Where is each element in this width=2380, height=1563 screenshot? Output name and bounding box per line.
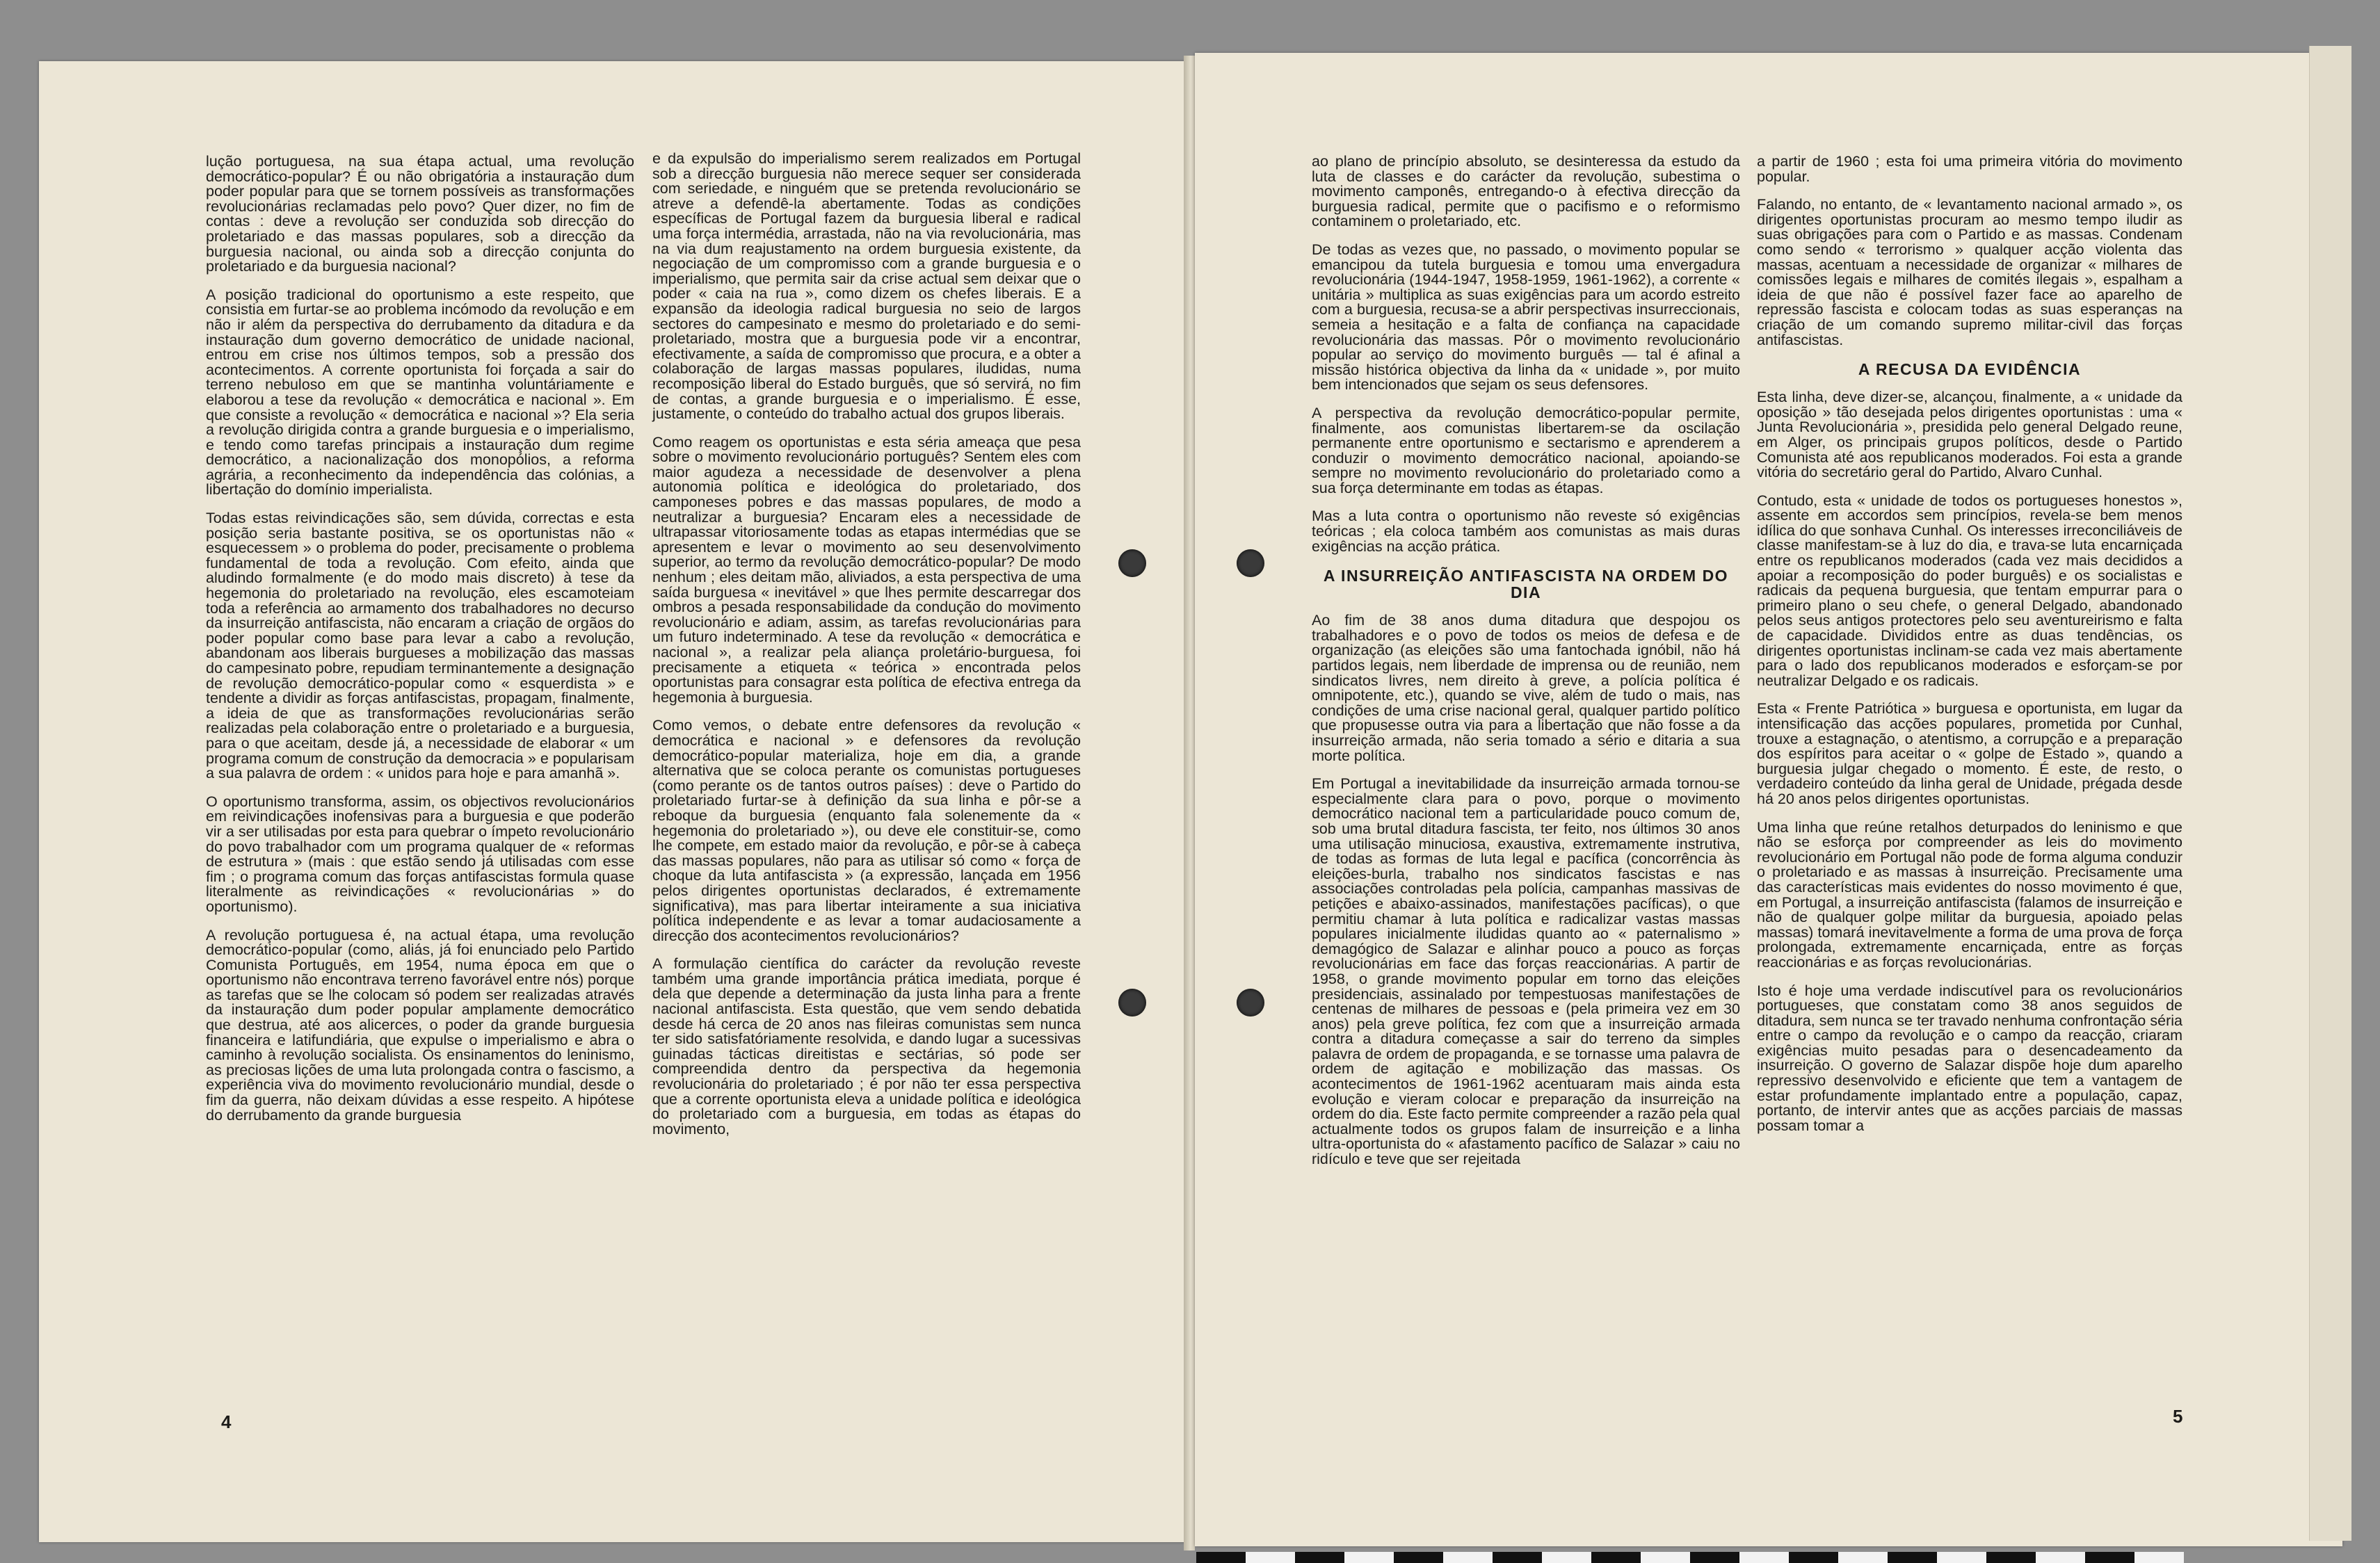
paragraph: e da expulsão do imperialismo serem realizados em Portugal sob a direcção burguesia não merece sequer ser considerada com seriedade, e ninguém que se pretenda revolucionário se atreve a defendê-la abertamente. Todas as condições específicas de Portugal fazem da burguesia liberal e radical uma força intermédia, arrastada, não na via revolucionária, mas na via dum reajustamento na ordem burguesia existente, da negociação de um compromisso com a grande burguesia e o imperialismo, que permita sair da crise actual sem deixar que o poder « caia na rua », como dizem os chefes liberais. E a expansão da ideologia radical burguesia no seio de largos sectores do campesinato e mesmo do proletariado e do semi-proletariado, mostra que a burguesia pode vir a encontrar, efectivamente, a saída de compromisso que procura, e a obter a colaboração de largas massas populares, iludidas, numa recomposição liberal do Estado burguês, que só servirá, no fim de contas, a grande burguesia e o imperialismo. É esse, justamente, o conteúdo do trabalho actual dos grupos liberais. <box>652 150 1081 423</box>
paragraph: A formulação científica do carácter da revolução reveste também uma grande importância prática imediata, porque é dela que depende a determinação da justa linha para a frente nacional antifascista. Esta questão, que vem sendo debatida desde há cerca de 20 anos nas fileiras comunistas sem nunca ter sido satisfatóriamente resolvida, e dando lugar a sucessivas guinadas tácticas direitistas e sectárias, só pode ser compreendida dentro da perspectiva da hegemonia revolucionária do proletariado ; é por não ter essa perspectiva que a corrente oportunista eleva a unidade política e ideológica do proletariado com a burguesia, em todas as étapas do movimento, <box>652 955 1081 1137</box>
paragraph: Mas a luta contra o oportunismo não reveste só exigências teóricas ; ela coloca também aos comunistas as mais duras exigências na acção prática. <box>1312 508 1740 555</box>
left-column-2 <box>652 152 1081 1150</box>
paragraph: A perspectiva da revolução democrático-popular permite, finalmente, aos comunistas libertarem-se da oscilação permanente entre oportunismo e sectarismo e aprenderem a conduzir o movimento democrático nacional, apoiando-se sempre no movimento revolucionário do proletariado como a sua força determinante em todas as étapas. <box>1312 404 1740 496</box>
page-edges <box>2309 46 2351 1541</box>
right-column-1 <box>1312 154 1740 1181</box>
left-column-1 <box>206 154 634 1136</box>
right-column-2 <box>1757 154 2182 1147</box>
paragraph: A posição tradicional do oportunismo a este respeito, que consistia em furtar-se ao problema incómodo da revolução e em não ir além da perspectiva do derrubamento da ditadura e da instauração dum governo democrático de unidade nacional, entrou em crise nos últimos tempos, sob a pressão dos acontecimentos. A corrente oportunista foi forçada a sair do terreno nebuloso em que se mantinha voluntáriamente e elaborou a tese da revolução « democrática e nacional ». Em que consiste a revolução « democrática e nacional »? Ela seria a revolução dirigida contra a grande burguesia e o imperialismo, e tendo como tarefas principais a instauração dum regime democrático, a nacionalização dos monopólios, a reforma agrária, a reconhecimento da independência das colónias, a libertação do domínio imperialista. <box>206 286 634 499</box>
punch-hole <box>1237 989 1264 1017</box>
section-heading: A INSURREIÇÃO ANTIFASCISTA NA ORDEM DO DIA <box>1323 567 1729 602</box>
measurement-scale <box>1196 1552 2184 1563</box>
punch-hole <box>1118 989 1146 1017</box>
page-number: 4 <box>221 1411 232 1432</box>
paragraph: O oportunismo transforma, assim, os objectivos revolucionários em reivindicações inofensivas para a burguesia e que poderão vir a ser utilisadas por esta para quebrar o ímpeto revolucionário do povo trabalhador com um programa qualquer de « reformas de estrutura » (mais : que estão sendo já utilisadas com esse fim ; o programa comum das forças antifascistas formula quase literalmente as reivindicações « revolucionárias » do oportunismo). <box>206 793 634 915</box>
paragraph: Falando, no entanto, de « levantamento nacional armado », os dirigentes oportunistas procuram ao mesmo tempo iludir as suas obrigações para com o Partido e as massas. Condenam como sendo « terrorismo » qualquer acção violenta das massas, acentuam a necessidade de organizar « milhares de comissões legais e milhares de comités ilegais », espalham a ideia de que não é possível fazer face ao aparelho de repressão fascista e colocam todas as suas esperanças na criação de um comando supremo militar-civil das forças antifascistas. <box>1757 196 2182 348</box>
paragraph: Esta linha, deve dizer-se, alcançou, finalmente, a « unidade da oposição » tão desejada pelos dirigentes oportunistas : uma « Junta Revolucionária », presidida pelo general Delgado reune, em Alger, os principais grupos políticos, desde o Partido Comunista até aos republicanos moderados. Foi esta a grande vitória do secretário geral do Partido, Alvaro Cunhal. <box>1757 389 2182 481</box>
paragraph: Como vemos, o debate entre defensores da revolução « democrática e nacional » e defensores da revolução democrático-popular materializa, hoje em dia, a grande alternativa que se coloca perante os comunistas portugueses (como perante os de tantos outros países) : deve o Partido do proletariado furtar-se à definição da sua linha e pôr-se a reboque da burguesia (enquanto fala solenemente da « hegemonia do proletariado »), ou deve ele constituir-se, como lhe compete, em estado maior da revolução, e pôr-se à cabeça das massas populares, não para as utilisar só como « força de choque da luta antifascista » (a expressão, lançada em 1956 pelos dirigentes oportunistas declarados, é extremamente significativa), mas para libertar inteiramente a sua iniciativa política independente e as levar a tomar audaciosamente a direcção dos acontecimentos revolucionários? <box>652 717 1081 944</box>
paragraph: A revolução portuguesa é, na actual étapa, uma revolução democrático-popular (como, aliás, já foi enunciado pelo Partido Comunista Português, em 1954, numa época em que o oportunismo não encontrava terreno favorável entre nós) porque as tarefas que se lhe colocam só podem ser realizadas através da instauração dum poder popular amplamente democrático que destrua, até aos alicerces, o poder da grande burguesia financeira e latifundiária, que expulse o imperialismo e abra o caminho à revolução socialista. Os ensinamentos do leninismo, as preciosas lições de uma luta prolongada contra o fascismo, a experiência viva do movimento revolucionário mundial, desde o fim da guerra, não deixam dúvidas a esse respeito. A hipótese do derrubamento da grande burguesia <box>206 926 634 1124</box>
paragraph: Esta « Frente Patriótica » burguesa e oportunista, em lugar da intensificação das acções populares, prometida por Cunhal, trouxe a estagnação, o atentismo, a corrupção e a preparação dos espíritos para aceitar o « golpe de Estado », quando a burguesia julgar chegado o momento. É este, de resto, o verdadeiro conteúdo da linha geral de Unidade, prégada desde há 20 anos pelos dirigentes oportunistas. <box>1757 700 2182 807</box>
paragraph: ao plano de princípio absoluto, se desinteressa da estudo da luta de classes e do carácter da revolução, subestima o movimento camponês, entregando-o à efectiva direcção da burguesia radical, permite que o pacifismo e o reformismo contaminem o proletariado, etc. <box>1312 153 1740 230</box>
paragraph: Contudo, esta « unidade de todos os portugueses honestos », assente em accordos sem princípios, revela-se bem menos idílica do que sonhava Cunhal. Os interesses irreconciliáveis de classe manifestam-se à luz do dia, e trava-se luta encarniçada entre os republicanos moderados (cada vez mais decididos a apoiar a recomposição do poder burguês) e os socialistas e radicais da pequena burguesia, que tentam empurrar para o primeiro plano o seu chefe, o general Delgado, abandonado pelos seus antigos protectores pelo seu aventureirismo e falta de capacidade. Divididos entre as duas tendências, os dirigentes oportunistas inclinam-se cada vez mais abertamente para o lado dos republicanos moderados e esforçam-se por neutralizar Delgado e os radicais. <box>1757 492 2182 689</box>
paragraph: a partir de 1960 ; esta foi uma primeira vitória do movimento popular. <box>1757 153 2182 185</box>
paragraph: lução portuguesa, na sua étapa actual, uma revolução democrático-popular? É ou não obrigatória a instauração dum poder popular para que se tornem possíveis as transformações revolucionárias reclamadas pelo povo? Quer dizer, no fim de contas : deve a revolução ser conduzida sob direcção do proletariado e das massas populares, sob a direcção da burguesia nacional, ou ainda sob a direcção conjunta do proletariado e da burguesia nacional? <box>206 153 634 275</box>
paragraph: Ao fim de 38 anos duma ditadura que despojou os trabalhadores e o povo de todos os meios de defesa e de organização (as eleições são uma fantochada ignóbil, não há partidos legais, nem liberdade de imprensa ou de reunião, nem sindicatos livres, nem direito à greve, a polícia política é omnipotente, etc.), quando se vive, além de tudo o mais, nas condições de uma crise nacional geral, qualquer partido político que propusesse outra via para a libertação que não fosse a da insurreição armada, não seria tomado a sério e ditaria a sua morte política. <box>1312 612 1740 764</box>
page-number: 5 <box>2173 1406 2183 1427</box>
punch-hole <box>1237 549 1264 577</box>
binding-spine <box>1184 56 1195 1550</box>
paragraph: Uma linha que reúne retalhos deturpados do leninismo e que não se esforça por compreender as leis do movimento revolucionário em Portugal não pode de forma alguma conduzir o proletariado e as massas à insurreição. Precisamente uma das características mais evidentes do nosso movimento é que, em Portugal, a insurreição antifascista (falamos de insurreição e não de qualquer golpe militar da burguesia, apoiado pelas massas) tomará inevitavelmente a forma de uma prova de força prolongada, extremamente encarniçada, entre as forças reaccionárias e as forças revolucionárias. <box>1757 818 2182 971</box>
paragraph: Em Portugal a inevitabilidade da insurreição armada tornou-se especialmente clara para o povo, porque o movimento democrático nacional tem a particularidade pouco comum de, sob uma brutal ditadura fascista, ter feito, nos últimos 30 anos uma utilisação minuciosa, exaustiva, extremamente instrutiva, de todas as formas de luta legal e pacífica (concorrência às eleições-burla, trabalho nos sindicatos fascistas e nas associações controladas pela polícia, campanhas massivas de petições e abaixo-assinados, manifestações pacíficas), o que permitiu chamar à luta política e radicalizar vastas massas populares inicialmente iludidas quanto ao « paternalismo » demagógico de Salazar e alinhar pouco a pouco as forças revolucionárias em face das forças reaccionárias. A partir de 1958, o grande movimento popular em torno das eleições presidenciais, assinalado por tempestuosas manifestações de centenas de milhares de pessoas e (pela primeira vez em 30 anos) pela greve política, fez com que a insurreição armada contra a ditadura começasse a sair do terreno da simples palavra de ordem de propaganda, e se tornasse uma palavra de ordem de agitação e mobilização das massas. Os acontecimentos de 1961-1962 acentuaram mais ainda esta evolução e vieram colocar e preparação da insurreição na ordem do dia. Este facto permite compreender a razão pela qual actualmente todos os grupos falam de insurreição e a linha ultra-oportunista do « afastamento pacífico de Salazar » caiu no ridículo e teve que ser rejeitada <box>1312 775 1740 1168</box>
paragraph: De todas as vezes que, no passado, o movimento popular se emancipou da tutela burguesia e tomou uma envergadura revolucionária (1944-1947, 1958-1959, 1961-1962), a corrente « unitária » multiplica as suas exigências para um acordo estreito com a burguesia, recusa-se a abrir perspectivas insurreccionais, semeia a hesitação e a falta de confiança na capacidade revolucionária das massas. Pôr o movimento revolucionário popular ao serviço do movimento burguês — tal é afinal a missão histórica objectiva da linha da « unidade », por muito bem intencionados que sejam os seus defensores. <box>1312 241 1740 394</box>
paragraph: Todas estas reivindicações são, sem dúvida, correctas e esta posição seria bastante positiva, se os oportunistas não « esquecessem » o problema do poder, precisamente o problema fundamental de toda a revolução. Com efeito, ainda que aludindo formalmente (e do modo mais discreto) à tese da hegemonia do proletariado na revolução, eles escamoteiam toda a referência ao armamento dos trabalhadores no decurso da insurreição antifascista, não encaram a criação de orgãos do poder popular como base para levar a cabo a revolução, abandonam aos liberais burgueses a mobilização das massas do campesinato pobre, repudiam terminantemente a designação de revolução democrático-popular como « esquerdista » e tendente a dividir as forças antifascistas, propagam, finalmente, a ideia de que as transformações revolucionárias serão realizadas pela colaboração entre o proletariado e a burguesia, para o que aceitam, desde já, a necessidade de elaborar « um programa comum de construção da democracia » e popularisam a sua palavra de ordem : « unidos para hoje e para amanhã ». <box>206 510 634 782</box>
punch-hole <box>1118 549 1146 577</box>
section-heading: A RECUSA DA EVIDÊNCIA <box>1858 360 2082 379</box>
paragraph: Como reagem os oportunistas e esta séria ameaça que pesa sobre o movimento revolucionário português? Sentem eles com maior agudeza a necessidade de desenvolver a plena autonomia política e ideológica do proletariado, dos camponeses pobres e das massas populares, de modo a neutralizar a burguesia? Encaram eles a necessidade de ultrapassar vitoriosamente todas as etapas intermédias que se apresentem e levar o movimento ao seu desenvolvimento superior, ao termo da revolução democrático-popular? De modo nenhum ; eles deitam mão, aliviados, a esta perspectiva de uma saída burguesa « inevitável » que lhes permite descarregar dos ombros a pesada responsabilidade da condução do movimento revolucionário e adiam, assim, as tarefas revolucionárias para um futuro indeterminado. A tese da revolução « democrática e nacional », a realizar pela aliança proletário-burguesa, foi precisamente a etiqueta « teórica » encontrada pelos oportunistas para consagrar esta política de efectiva entrega da hegemonia à burguesia. <box>652 433 1081 706</box>
paragraph: Isto é hoje uma verdade indiscutível para os revolucionários portugueses, que constatam como 38 anos seguidos de ditadura, sem nunca se ter travado nenhuma confrontação séria entre o campo da revolução e o campo da reacção, criaram exigências muito pesadas para o desencadeamento da insurreição. O governo de Salazar dispõe hoje dum aparelho repressivo desenvolvido e eficiente que tem a vantagem de estar profundamente implantado entre a população, capaz, portanto, de intervir antes que as acções parciais de massas possam tomar a <box>1757 982 2182 1134</box>
